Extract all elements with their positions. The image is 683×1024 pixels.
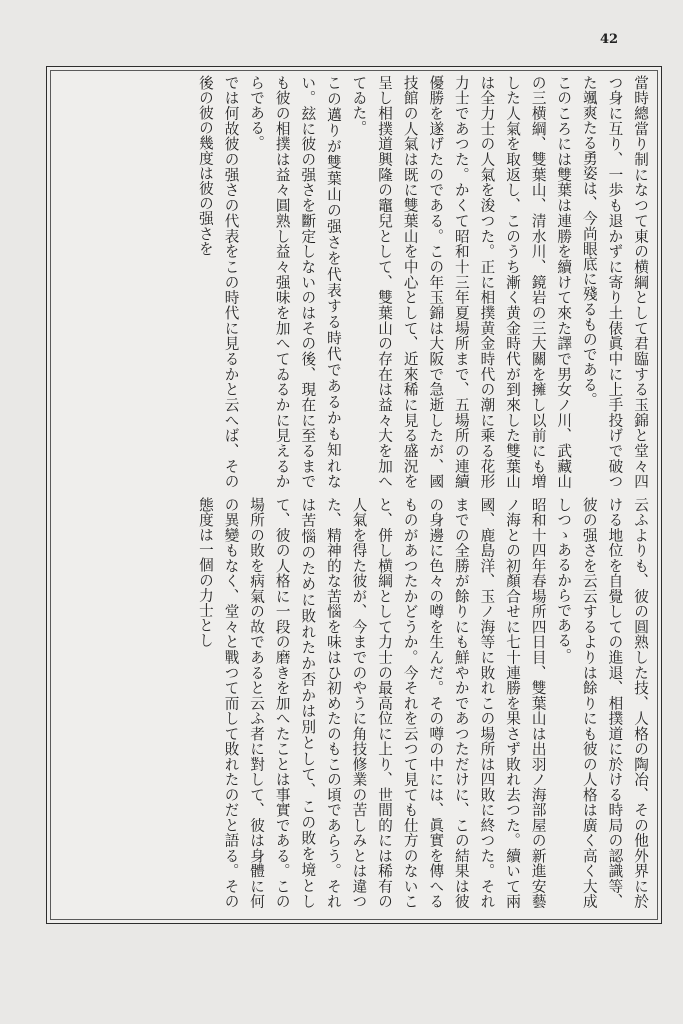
lower-body-text: 云ふよりも、彼の圓熟した技、人格の陶冶、その他外界に於ける地位を自覺しての進退、相撲道に於ける時局の認識等、彼の强さを云云するよりは餘りにも彼の人格は廣く高く大成しつゝあるからである。 昭和十四年春場所四日目、雙葉山は出羽ノ海部屋の新進安藝ノ海との初顏合せに七十連勝を果さず敗れ去つた。續いて兩國、鹿島洋、玉ノ海等に敗れこの場所は四敗に終つた。それまでの全勝が餘りにも鮮やかであつただけに、この結果は彼の身邊に色々の噂を生んだ。その噂の中には、眞實を傳へるものがあつたかどうか。今それを云つて見ても仕方のないこと、併し横綱として力士の最高位に上り、世間的には稀有の人氣を得た彼が、今までのやうに角技修業の苦しみとは違つた、精神的な苦惱を味はひ初めたのもこの頃であらう。それは苦惱のために敗れたか否かは別として、この敗を境として、彼の人格に一段の磨きを加へたことは事實である。この場所の敗を病氣の故であると云ふ者に對して、彼は身體に何の異變もなく、堂々と戰つて而して敗れたのだと語る。その態度は一個の力士とし [196,497,649,909]
upper-text-panel [55,75,653,489]
upper-body-text: 當時總當り制になつて東の横綱として君臨する玉錦と堂々四つ身に互り、一歩も退かずに寄り土俵眞中に上手投げで破つた颯爽たる勇姿は、今尚眼底に殘るものである。 このころには雙葉は連勝を續けて來た譯で男女ノ川、武藏山の三横綱、雙葉山、清水川、鏡岩の三大關を擁し以前にも増した人氣を取返し、このうち漸く黄金時代が到來した雙葉山は全力士の人氣を浚つた。正に相撲黄金時代の潮に乘る花形力士であつた。かくて昭和十三年夏場所まで、五場所の連續優勝を遂げたのである。この年玉錦は大阪で急逝したが、國技館の人氣は既に雙葉山を中心として、近來稀に見る盛況を呈し相撲道興隆の竈兒として、雙葉山の存在は益々大を加へてゐた。 この邁りが雙葉山の强さを代表する時代であるかも知れない。玆に彼の强さを斷定しないのはその後、現在に至るまでも彼の相撲は益々圓熟し益々强味を加へてゐるかに見えるからである。 では何故彼の强さの代表をこの時代に見るかと云へば、その後の彼の幾度は彼の强さを [196,75,649,489]
page-number: 42 [600,32,619,47]
page-frame [46,66,662,924]
lower-text-panel [55,497,653,909]
